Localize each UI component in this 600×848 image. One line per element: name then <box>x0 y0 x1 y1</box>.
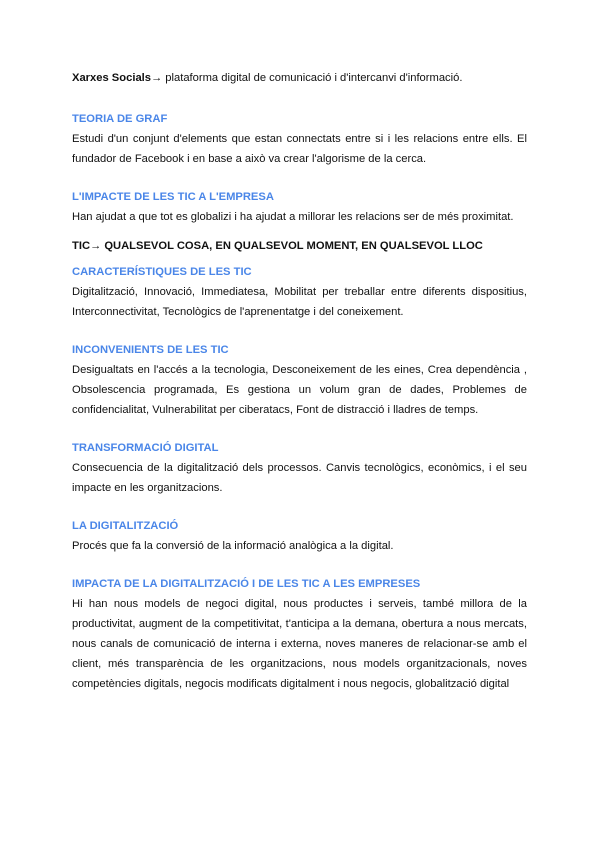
document-content <box>72 68 527 712</box>
section-body: Desigualtats en l'accés a la tecnologia, Desconeixement de les eines, Crea dependència , Obsolescencia programada, Es gestiona un volum gran de dades, Problemes de confidencialitat, Vulnerabilitat per ciberatacs, Font de distracció i lladres de temps. <box>72 364 527 416</box>
section-heading: LA DIGITALITZACIÓ <box>72 520 179 532</box>
section-body: Digitalització, Innovació, Immediatesa, Mobilitat per treballar entre diferents dispositius, Interconnectivitat, Tecnològics de l'aprenentatge i del coneixement. <box>72 286 527 318</box>
section-heading: CARACTERÍSTIQUES DE LES TIC <box>72 266 252 278</box>
section-body: Hi han nous models de negoci digital, nous productes i serveis, també millora de la productivitat, augment de la competitivitat, t'anticipa a la demana, obertura a nous mercats, nous canals de comunicació de interna i externa, noves maneres de relacionar-se amb el client, més transparència de les organitzacions, nous models organitzacionals, noves competències digitals, negocis modificats digitalment i nous negocis, globalització digital <box>72 598 527 690</box>
section-teoria-de-graf <box>72 109 527 169</box>
section-inconvenients-tic <box>72 340 527 420</box>
section-la-digitalitzacio <box>72 516 527 556</box>
section-body: Estudi d'un conjunt d'elements que estan connectats entre si i les relacions entre ells. El fundador de Facebook i en base a això va crear l'algorisme de la cerca. <box>72 133 527 165</box>
section-impacta-digitalitzacio-empreses <box>72 574 527 694</box>
section-caracteristiques-tic <box>72 262 527 322</box>
section-heading: TRANSFORMACIÓ DIGITAL <box>72 442 219 454</box>
intro-term: Xarxes Socials <box>72 72 151 84</box>
section-body: Han ajudat a que tot es globalizi i ha ajudat a millorar les relacions ser de més proximitat. <box>72 211 514 223</box>
section-impacte-tic-empresa <box>72 187 527 227</box>
section-body: Consecuencia de la digitalització dels processos. Canvis tecnològics, econòmics, i el seu impacte en les organitzacions. <box>72 462 527 494</box>
section-heading: IMPACTA DE LA DIGITALITZACIÓ I DE LES TIC A LES EMPRESES <box>72 578 421 590</box>
section-heading: INCONVENIENTS DE LES TIC <box>72 344 229 356</box>
section-heading: TEORIA DE GRAF <box>72 113 168 125</box>
section-transformacio-digital <box>72 438 527 498</box>
section-body: Procés que fa la conversió de la informació analògica a la digital. <box>72 540 394 552</box>
intro-definition: plataforma digital de comunicació i d'intercanvi d'informació. <box>162 72 463 84</box>
section-heading: L'IMPACTE DE LES TIC A L'EMPRESA <box>72 191 274 203</box>
intro-arrow: → <box>151 72 163 84</box>
tic-statement: TIC→ QUALSEVOL COSA, EN QUALSEVOL MOMENT, EN QUALSEVOL LLOC <box>72 240 483 252</box>
intro-paragraph <box>72 68 527 88</box>
